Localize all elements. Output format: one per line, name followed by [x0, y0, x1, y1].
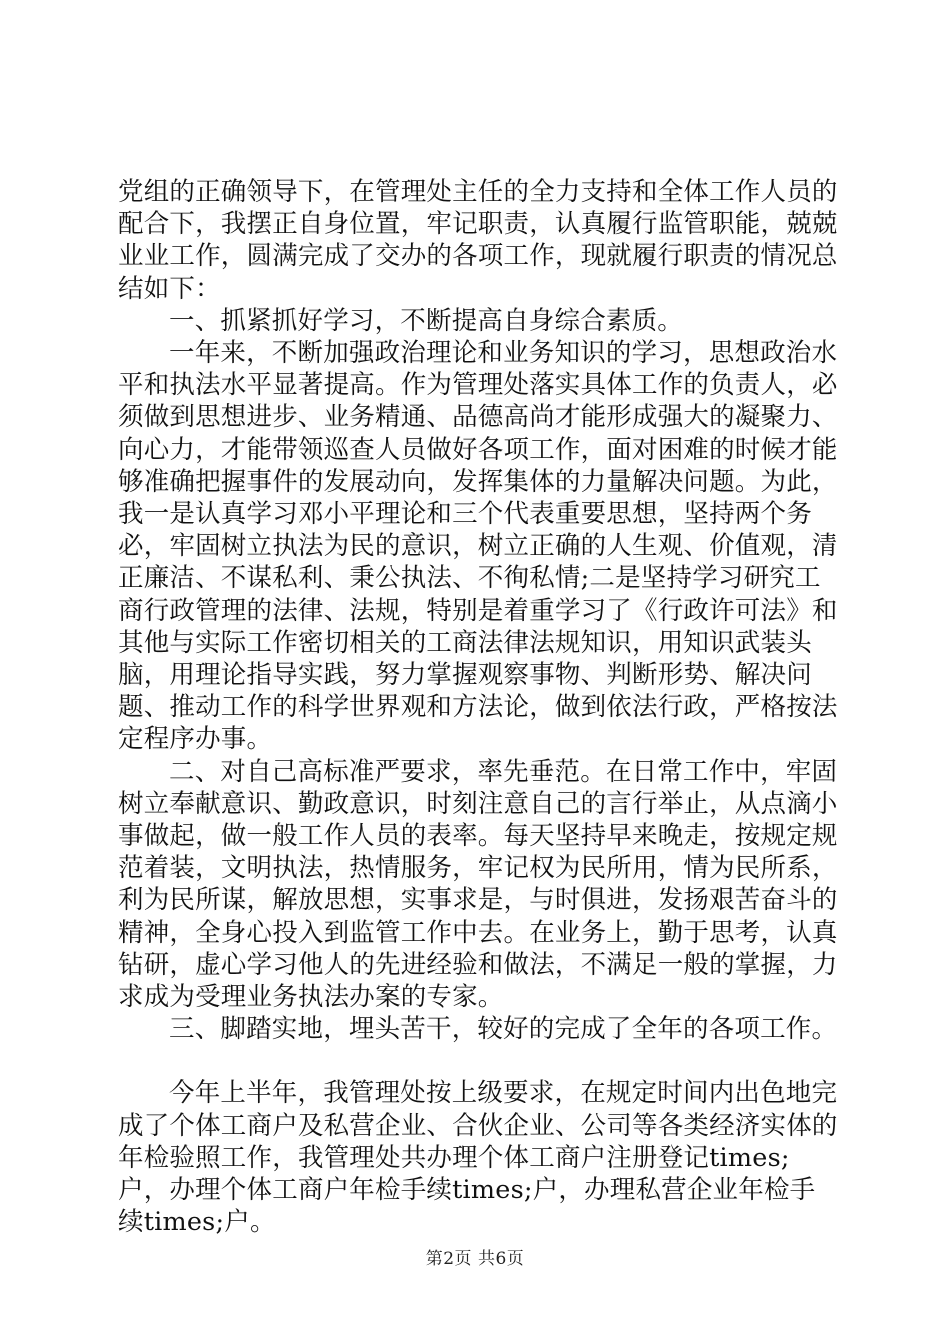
paragraph-study: 一年来，不断加强政治理论和业务知识的学习，思想政治水平和执法水平显著提高。作为管理处落实具体工作的负责人，必须做到思想进步、业务精通、品德高尚才能形成强大的凝聚力、向心力，才能带领巡查人员做好各项工作，面对困难的时候才能够准确把握事件的发展动向，发挥集体的力量解决问题。为此，我一是认真学习邓小平理论和三个代表重要思想，坚持两个务必，牢固树立执法为民的意识，树立正确的人生观、价值观，清正廉洁、不谋私利、秉公执法、不徇私情;二是坚持学习研究工商行政管理的法律、法规，特别是着重学习了《行政许可法》和其他与实际工作密切相关的工商法律法规知识，用知识武装头脑，用理论指导实践，努力掌握观察事物、判断形势、解决问题、推动工作的科学世界观和方法论，做到依法行政，严格按法定程序办事。: [118, 338, 838, 755]
paragraph-annual-work: 今年上半年，我管理处按上级要求，在规定时间内出色地完成了个体工商户及私营企业、合伙企业、公司等各类经济实体的年检验照工作，我管理处共办理个体工商户注册登记times;户，办理个体工商户年检手续times;户，办理私营企业年检手续times;户。: [118, 1078, 838, 1238]
page-footer: 第2页 共6页: [425, 1249, 525, 1269]
section-heading-1: 一、抓紧抓好学习，不断提高自身综合素质。: [169, 305, 684, 336]
paragraph-spacer: [118, 1045, 838, 1077]
document-body: [118, 176, 838, 1239]
section-heading-3: 三、脚踏实地，埋头苦干，较好的完成了全年的各项工作。: [169, 1014, 838, 1045]
paragraph-self-discipline: 二、对自己高标准严要求，率先垂范。在日常工作中，牢固树立奉献意识、勤政意识，时刻注意自己的言行举止，从点滴小事做起，做一般工作人员的表率。每天坚持早来晚走，按规定规范着装，文明执法，热情服务，牢记权为民所用，情为民所系，利为民所谋，解放思想，实事求是，与时俱进，发扬艰苦奋斗的精神，全身心投入到监管工作中去。在业务上，勤于思考，认真钻研，虚心学习他人的先进经验和做法，不满足一般的掌握，力求成为受理业务执法办案的专家。: [118, 756, 838, 1013]
paragraph-intro: 党组的正确领导下，在管理处主任的全力支持和全体工作人员的配合下，我摆正自身位置，牢记职责，认真履行监管职能，兢兢业业工作，圆满完成了交办的各项工作，现就履行职责的情况总结如下：: [118, 177, 838, 304]
